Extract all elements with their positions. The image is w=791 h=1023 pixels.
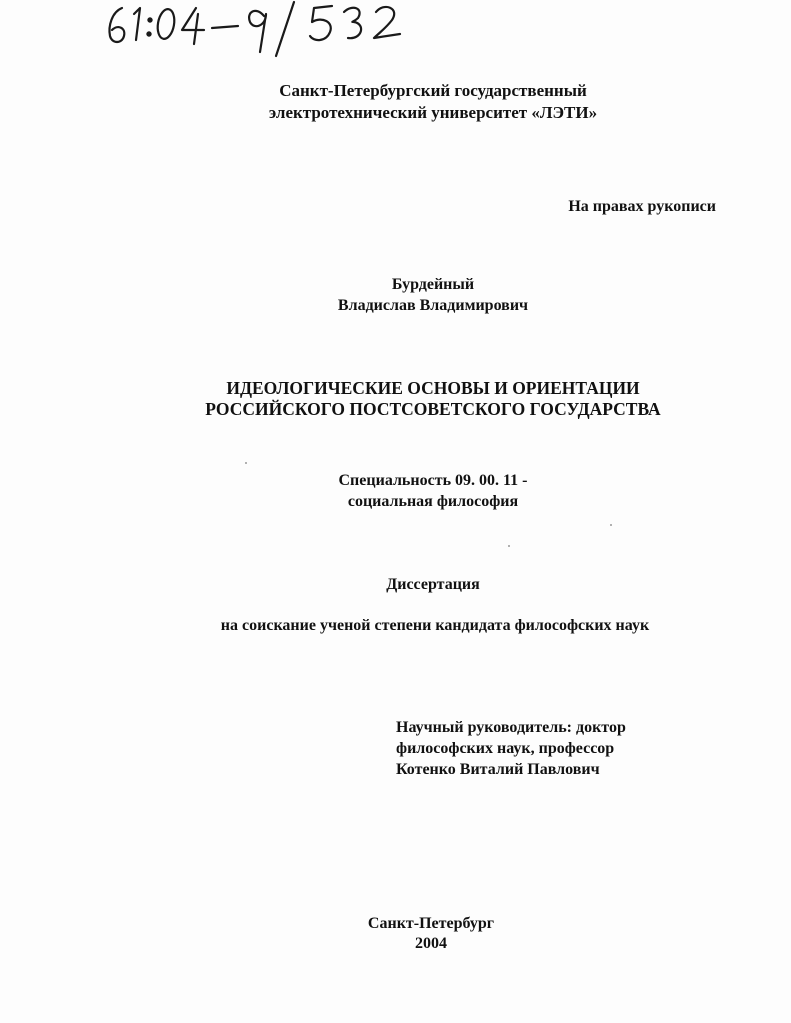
- specialty-code: Специальность 09. 00. 11 -: [338, 472, 528, 489]
- advisor-line-1: Научный руководитель: доктор: [396, 719, 626, 736]
- advisor-name: Котенко Виталий Павлович: [396, 761, 600, 778]
- document-type: Диссертация: [386, 576, 480, 593]
- degree-statement: на соискание ученой степени кандидата философских наук: [220, 617, 650, 634]
- city: Санкт-Петербург: [367, 915, 495, 932]
- author-full-name: Владислав Владимирович: [337, 297, 529, 314]
- scan-speck: [245, 462, 247, 464]
- advisor-line-2: философских наук, профессор: [396, 740, 615, 757]
- year: 2004: [415, 935, 447, 952]
- scan-speck: [508, 545, 510, 547]
- specialty-name: социальная философия: [347, 493, 519, 510]
- author-surname: Бурдейный: [391, 276, 475, 293]
- dissertation-title-line-2: РОССИЙСКОГО ПОСТСОВЕТСКОГО ГОСУДАРСТВА: [205, 399, 661, 419]
- handwritten-code-drawing: [100, 0, 460, 60]
- handwritten-archive-code: [100, 0, 460, 60]
- university-name-line-2: электротехнический университет «ЛЭТИ»: [268, 103, 598, 122]
- university-name-line-1: Санкт-Петербургский государственный: [279, 81, 587, 100]
- dissertation-title-line-1: ИДЕОЛОГИЧЕСКИЕ ОСНОВЫ И ОРИЕНТАЦИИ: [226, 378, 640, 398]
- manuscript-rights-note: На правах рукописи: [568, 198, 716, 215]
- scan-speck: [610, 524, 612, 526]
